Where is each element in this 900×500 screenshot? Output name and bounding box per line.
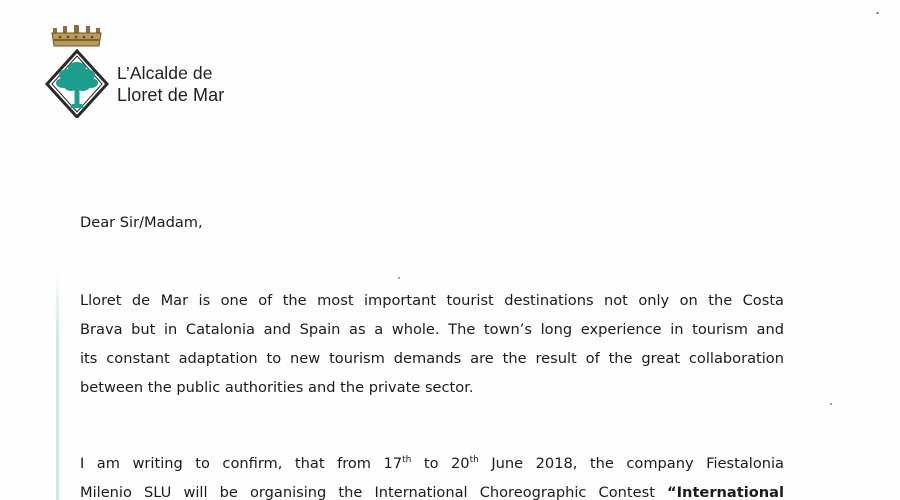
scan-edge-artifact (56, 270, 59, 500)
paragraph-1 (80, 286, 784, 402)
paragraph-2-line (80, 478, 784, 500)
text-segment: to 20 (411, 455, 470, 472)
letterhead-title-line1: L’Alcalde de (117, 63, 213, 83)
letterhead-title (117, 62, 224, 106)
municipal-coat-of-arms-icon (44, 22, 110, 118)
letterhead-title-line2: Lloret de Mar (117, 85, 225, 105)
paragraph-1-line: its constant adaptation to new tourism demands are the result of the great collaboration (80, 350, 784, 367)
paragraph-1-line: Lloret de Mar is one of the most important tourist destinations not only on the Costa (80, 292, 784, 309)
scan-speck (398, 277, 400, 279)
salutation: Dear Sir/Madam, (80, 214, 203, 231)
crown-icon (52, 25, 101, 46)
contest-name-start: “International (667, 484, 784, 500)
paragraph-1-line: Brava but in Catalonia and Spain as a whole. The town’s long experience in tourism and (80, 321, 784, 338)
ordinal-suffix: th (402, 455, 412, 465)
paragraph-2 (80, 449, 784, 500)
paragraph-2-line (80, 449, 784, 478)
scan-speck (876, 12, 879, 14)
scan-speck (830, 403, 832, 405)
text-segment: Milenio SLU will be organising the International Choreographic Contest (80, 484, 668, 500)
ordinal-suffix: th (469, 455, 479, 465)
text-segment: June 2018, the company Fiestalonia (478, 455, 784, 472)
paragraph-1-line: between the public authorities and the private sector. (80, 379, 474, 396)
text-segment: I am writing to confirm, that from 17 (80, 455, 403, 472)
